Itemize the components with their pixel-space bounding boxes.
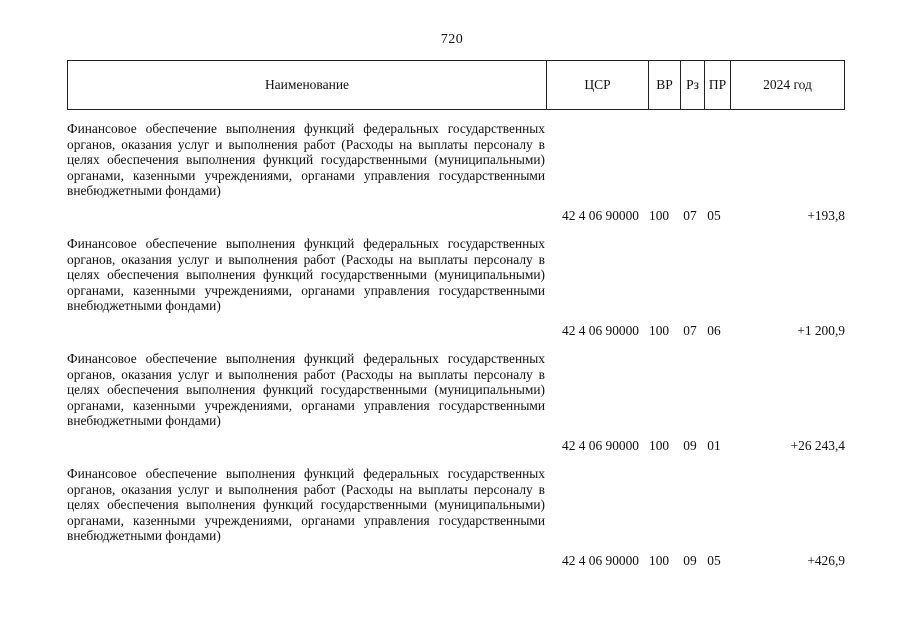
- header-name: Наименование: [264, 77, 350, 92]
- row-pr: 05: [707, 553, 721, 569]
- header-pr: ПР: [704, 61, 730, 109]
- row-name: Финансовое обеспечение выполнения функций федеральных государственных органов, оказания услуг и выполнения работ (Расходы на выплаты персоналу в целях обеспечения выполнения функций государственными (муниципальными) органами, казенными учреждениями, органами управления государственными внебюджетными фондами): [67, 466, 545, 544]
- row-rz: 07: [683, 323, 697, 339]
- table-body: [67, 121, 845, 581]
- row-name: Финансовое обеспечение выполнения функций федеральных государственных органов, оказания услуг и выполнения работ (Расходы на выплаты персоналу в целях обеспечения выполнения функций государственными (муниципальными) органами, казенными учреждениями, органами управления государственными внебюджетными фондами): [67, 351, 545, 429]
- row-vr: 100: [649, 323, 670, 339]
- row-vr: 100: [649, 438, 670, 454]
- table-row: [67, 236, 845, 351]
- table-row: [67, 351, 845, 466]
- header-vr: ВР: [648, 61, 680, 109]
- row-csr: 42 4 06 90000: [562, 553, 639, 569]
- row-vr: 100: [649, 553, 670, 569]
- page-number: 720: [440, 32, 464, 47]
- row-name: Финансовое обеспечение выполнения функций федеральных государственных органов, оказания услуг и выполнения работ (Расходы на выплаты персоналу в целях обеспечения выполнения функций государственными (муниципальными) органами, казенными учреждениями, органами управления государственными внебюджетными фондами): [67, 121, 545, 199]
- row-rz: 09: [683, 438, 697, 454]
- row-amount: +26 243,4: [790, 438, 845, 454]
- header-rz: Рз: [680, 61, 704, 109]
- row-amount: +426,9: [807, 553, 845, 569]
- row-csr: 42 4 06 90000: [562, 208, 639, 224]
- row-vr: 100: [649, 208, 670, 224]
- row-amount: +193,8: [807, 208, 845, 224]
- table-row: [67, 121, 845, 236]
- header-csr: ЦСР: [546, 61, 648, 109]
- row-amount: +1 200,9: [797, 323, 845, 339]
- row-rz: 07: [683, 208, 697, 224]
- header-year: 2024 год: [730, 61, 844, 109]
- row-rz: 09: [683, 553, 697, 569]
- row-name: Финансовое обеспечение выполнения функций федеральных государственных органов, оказания услуг и выполнения работ (Расходы на выплаты персоналу в целях обеспечения выполнения функций государственными (муниципальными) органами, казенными учреждениями, органами управления государственными внебюджетными фондами): [67, 236, 545, 314]
- row-pr: 05: [707, 208, 721, 224]
- table-header: [67, 60, 845, 110]
- row-csr: 42 4 06 90000: [562, 438, 639, 454]
- row-csr: 42 4 06 90000: [562, 323, 639, 339]
- row-pr: 06: [707, 323, 721, 339]
- row-pr: 01: [707, 438, 721, 454]
- table-row: [67, 466, 845, 581]
